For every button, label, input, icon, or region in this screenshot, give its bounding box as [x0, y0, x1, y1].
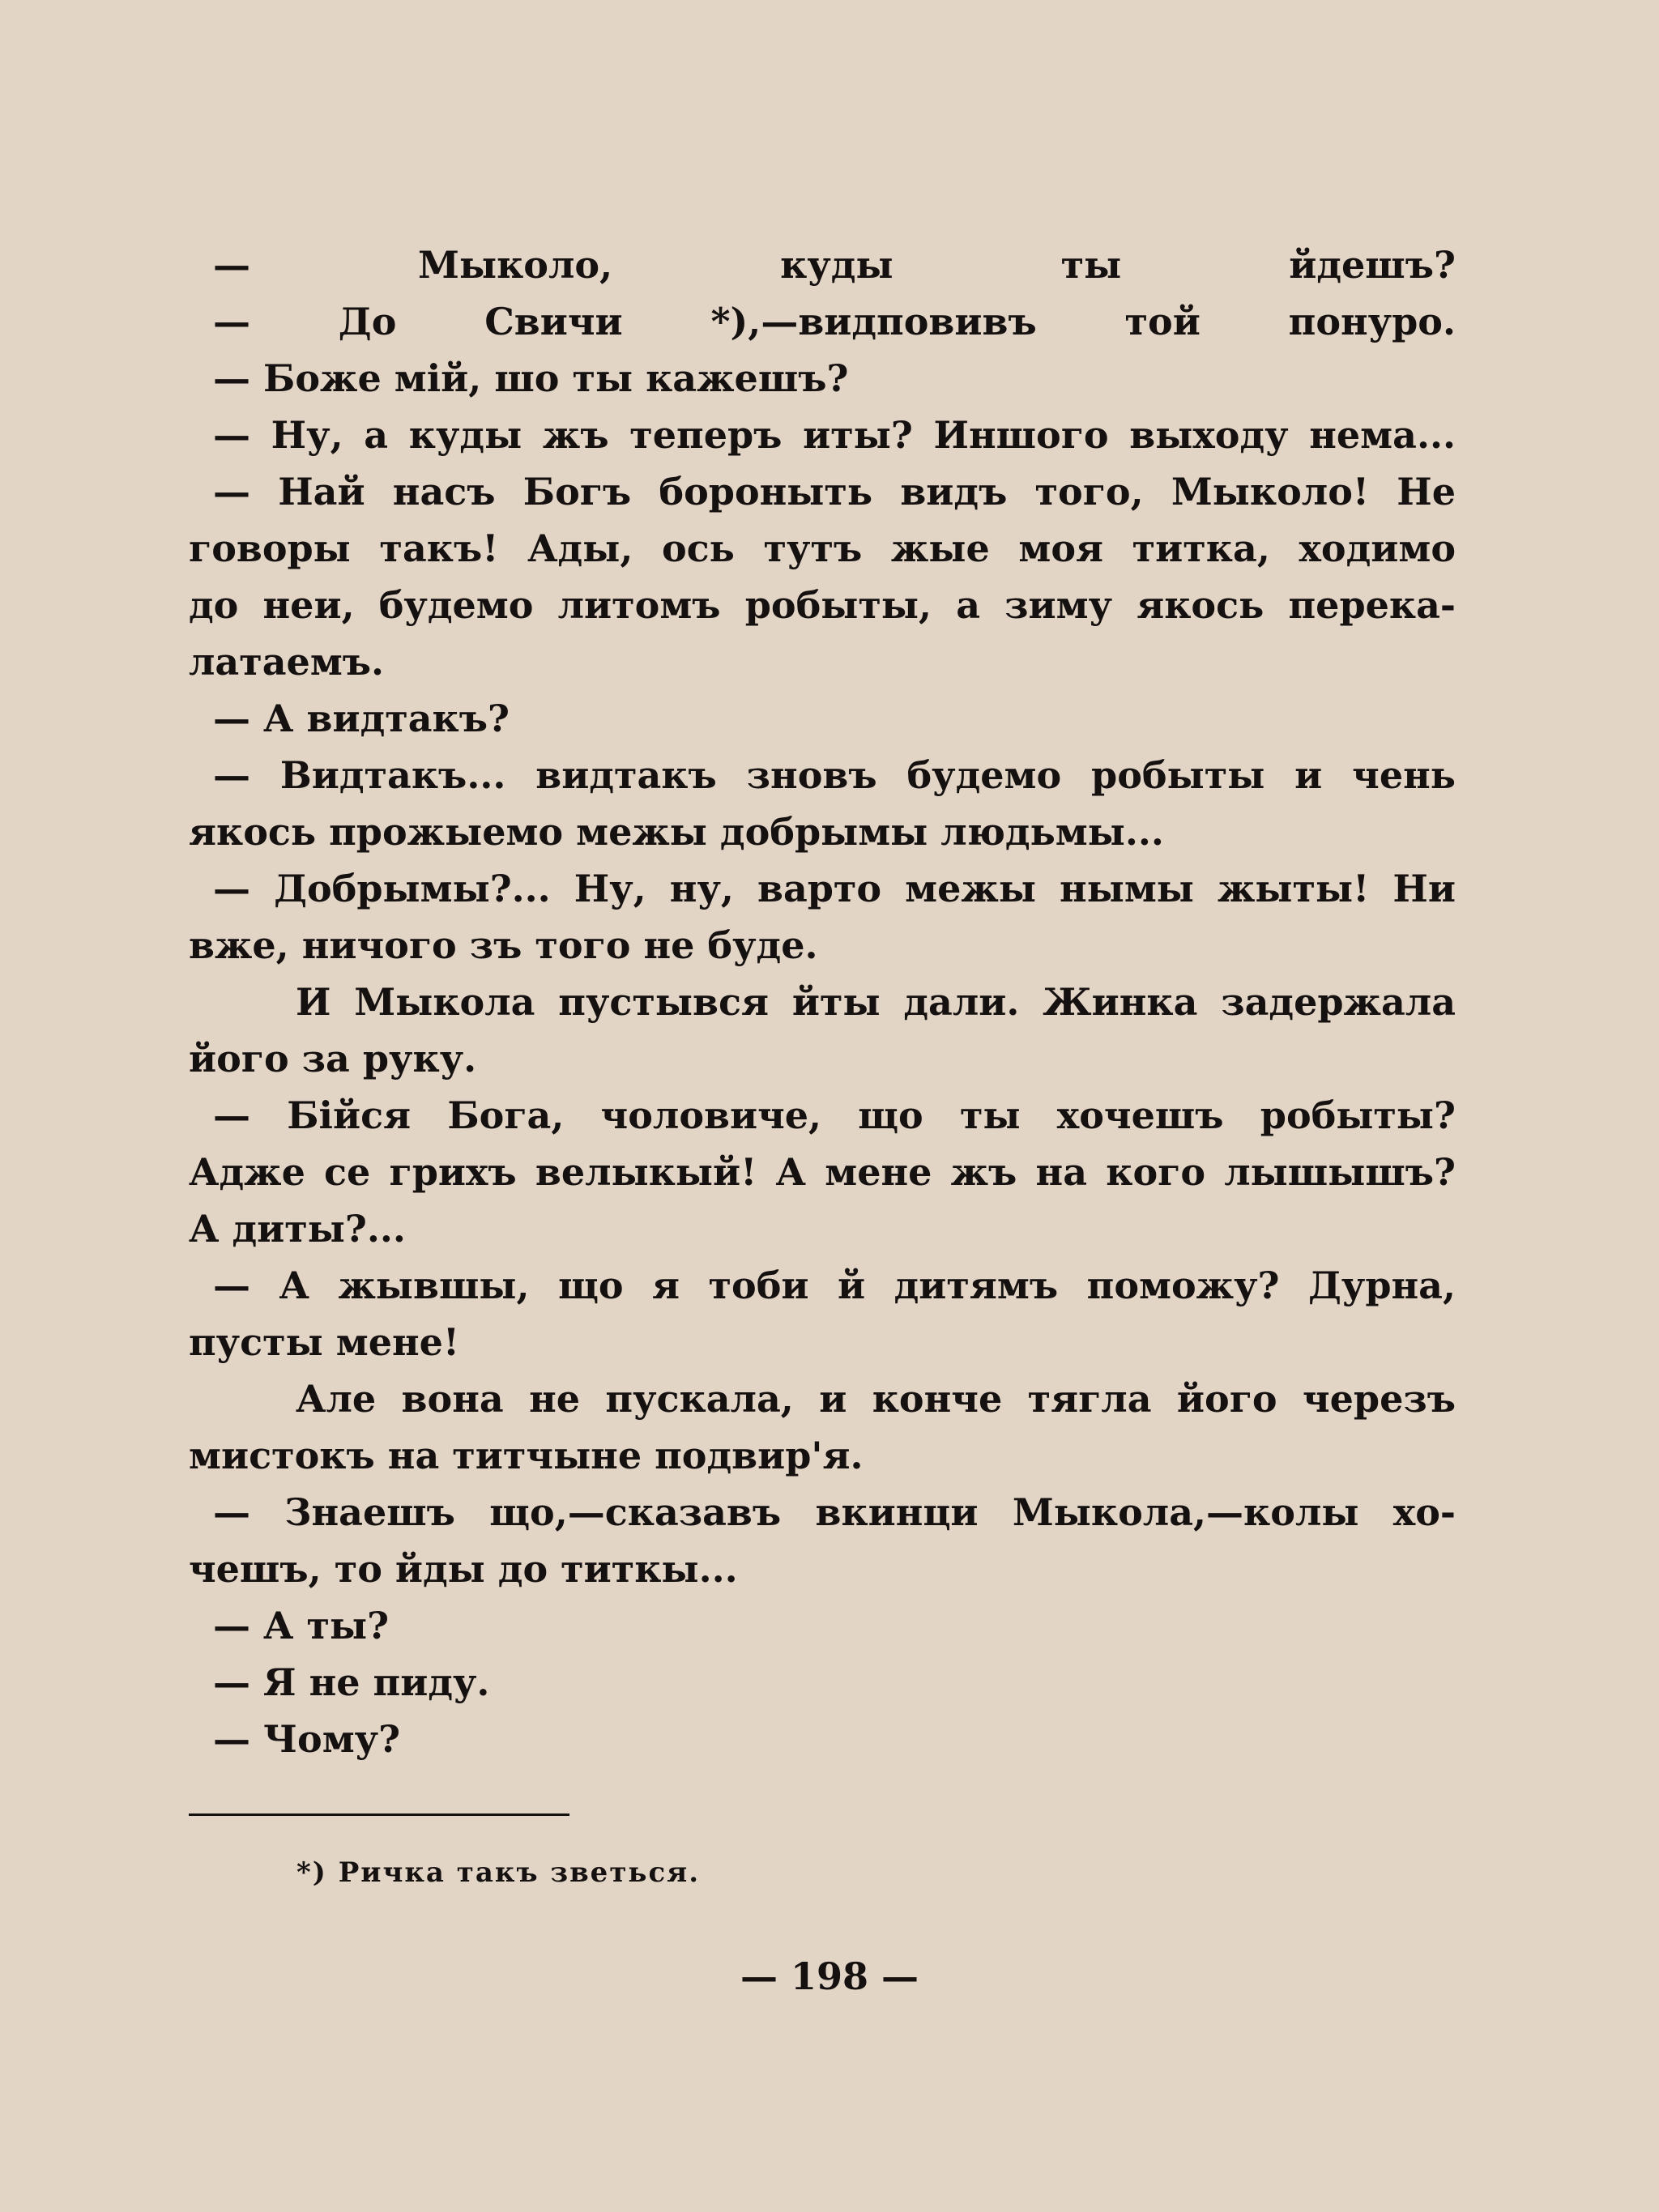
text-line: — Мыколо, куды ты йдешъ?	[213, 243, 1456, 287]
text-line: — Бійся Бога, чоловиче, що ты хочешъ робыты?	[213, 1093, 1456, 1137]
text-line: — Знаешъ що,—сказавъ вкинци Мыкола,—колы хо-	[213, 1490, 1456, 1534]
text-line: — Видтакъ... видтакъ зновъ будемо робыты и чень	[213, 753, 1456, 797]
footnote: *) Ричка такъ зветься.	[296, 1856, 701, 1889]
text-line: до неи, будемо литомъ робыты, а зиму якось перека-	[189, 583, 1456, 627]
text-line: — Добрымы?... Ну, ну, варто межы нымы жыты! Ни	[213, 867, 1456, 910]
footnote-separator	[189, 1813, 569, 1816]
text-line: — Боже мій, шо ты кажешъ?	[213, 356, 849, 400]
text-line: пусты мене!	[189, 1320, 460, 1364]
text-line: — А жывшы, що я тоби й дитямъ поможу? Дурна,	[213, 1264, 1456, 1307]
page-number: — 198 —	[740, 1954, 919, 1998]
text-line: — До Свичи *),—видповивъ той понуро.	[213, 300, 1456, 343]
text-line: латаемъ.	[189, 640, 385, 684]
text-line: якось прожыемо межы добрымы людьмы...	[189, 810, 1164, 854]
text-line: говоры такъ! Ады, ось тутъ жые моя титка, ходимо	[189, 526, 1456, 570]
text-line: Адже се грихъ велыкый! А мене жъ на кого лышышъ?	[189, 1150, 1456, 1194]
text-line: вже, ничого зъ того не буде.	[189, 923, 818, 967]
text-line: — А ты?	[213, 1604, 390, 1647]
text-line: — Я не пиду.	[213, 1660, 490, 1704]
text-line: — Чому?	[213, 1717, 401, 1761]
text-line: його за руку.	[189, 1037, 477, 1080]
text-line: мистокъ на титчыне подвир'я.	[189, 1434, 864, 1477]
text-line: И Мыкола пустывся йты дали. Жинка задержала	[296, 980, 1456, 1024]
text-line: — Ну, а куды жъ теперъ иты? Иншого выходу нема...	[213, 413, 1456, 457]
text-line: — А видтакъ?	[213, 697, 510, 740]
text-line: чешъ, то йды до титкы...	[189, 1547, 738, 1591]
text-line: Але вона не пускала, и конче тягла його черезъ	[296, 1377, 1456, 1421]
text-line: — Най насъ Богъ бороныть видъ того, Мыколо! Не	[213, 470, 1456, 514]
text-line: А диты?...	[189, 1207, 406, 1251]
